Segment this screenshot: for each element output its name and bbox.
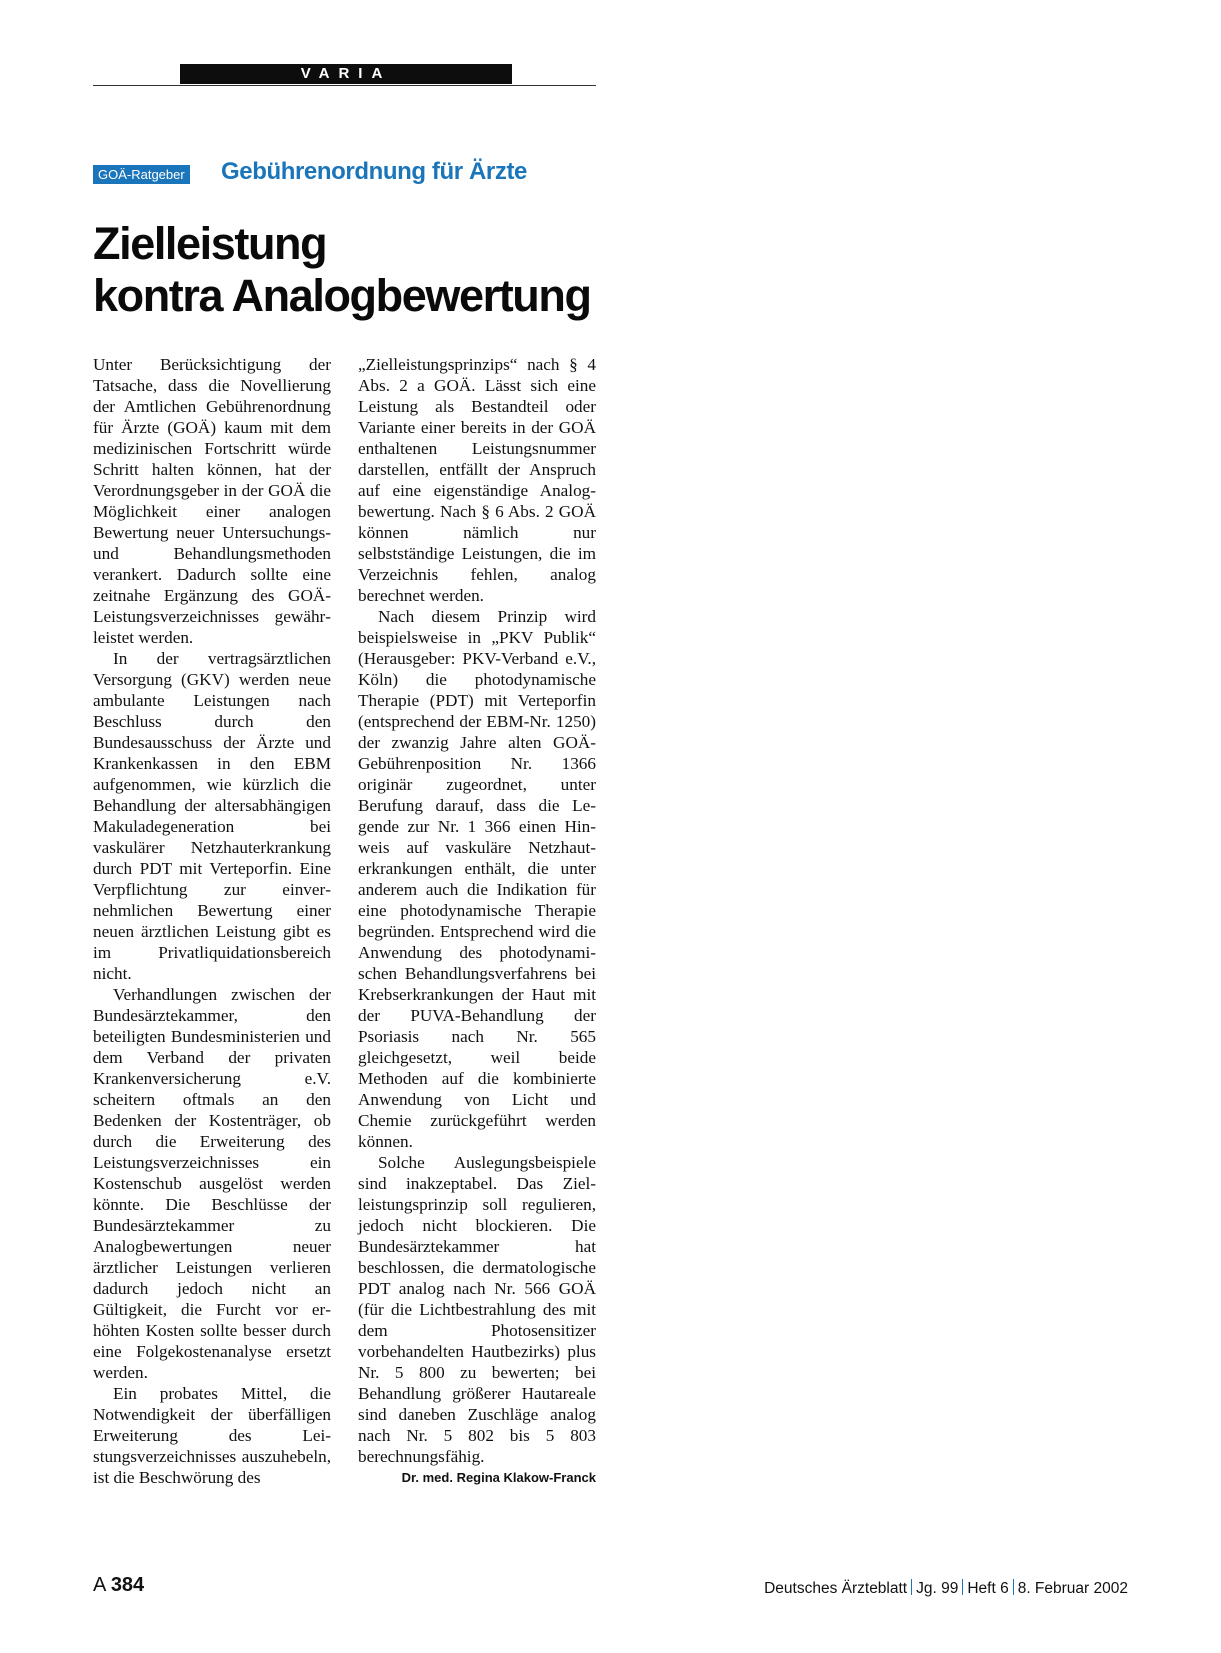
paragraph: Solche Auslegungsbeispiele sind inakzeptabel. Das Zielleistungsprinzip soll regulieren, jedoch nicht blockieren. Die Bundesärztekammer hat beschlossen, die dermatologische PDT analog nach Nr. 566 GOÄ (für die Lichtbestrahlung des mit dem Photosensitizer vorbehandelten Hautbezirks) plus Nr. 5 800 zu bewerten; bei Behandlung größerer Hautareale sind daneben Zuschläge analog nach Nr. 5 802 bis 5 803 berechnungsfähig.	[358, 1153, 596, 1466]
paragraph: Nach diesem Prinzip wird beispielsweise in „PKV Publik“ (Herausgeber: PKV-Verband e.V., Köln) die photodynamische Therapie (PDT) mit Verteporfin (entsprechend der EBM-Nr. 1250) der zwanzig Jahre alten GOÄ-Gebührenposition Nr. 1366 originär zugeordnet, unter Berufung darauf, dass die Legende zur Nr. 1 366 einen Hinweis auf vaskuläre Netzhauterkrankungen enthält, die unter anderem auch die Indikation für eine photodynamische Therapie begründen. Entsprechend wird die Anwendung des photodynamischen Behandlungsverfahrens bei Krebserkrankungen der Haut mit der PUVA-Behandlung der Psoriasis nach Nr. 565 gleichgesetzt, weil beide Methoden auf die kombinierte Anwendung von Licht und Chemie zurückgeführt werden können.	[358, 607, 596, 1151]
page-number-value: 384	[110, 1574, 145, 1596]
page-prefix: A	[93, 1574, 106, 1596]
paragraph: In der vertragsärztlichen Versorgung (GKV) werden neue ambulante Leistungen nach Beschluss durch den Bundesausschuss der Ärzte und Krankenkassen in den EBM aufgenommen, wie kürzlich die Behandlung der altersabhängigen Makuladegeneration bei vaskulärer Netzhauterkrankung durch PDT mit Verteporfin. Eine Verpflichtung zur einvernehmlichen Bewertung einer neuen ärztlichen Leistung gibt es im Privatliquidationsbereich nicht.	[93, 649, 331, 983]
text-column-2	[358, 354, 596, 1488]
header-rule	[93, 85, 596, 86]
text-column-1	[93, 354, 331, 1488]
paragraph: Verhandlungen zwischen der Bundesärztekammer, den beteiligten Bundesministerien und dem Verband der privaten Krankenversicherung e.V. scheitern oftmals an den Bedenken der Kostenträger, ob durch die Erweiterung des Leistungsverzeichnisses ein Kostenschub ausgelöst werden könnte. Die Beschlüsse der Bundesärztekammer zu Analogbewertungen neuer ärztlicher Leistungen verlieren dadurch jedoch nicht an Gültigkeit, die Furcht vor erhöhten Kosten sollte besser durch eine Folgekostenanalyse ersetzt werden.	[93, 985, 331, 1382]
paragraph: Ein probates Mittel, die Notwendigkeit der überfälligen Erweiterung des Leistungsverzeichnisses auszuhebeln, ist die Beschwörung des	[93, 1384, 331, 1487]
footer-divider	[1013, 1579, 1014, 1595]
footer-divider	[962, 1579, 963, 1595]
author-byline: Dr. med. Regina Klakow-Franck	[401, 1470, 596, 1485]
page-number	[93, 1574, 144, 1597]
journal-volume: Jg. 99	[916, 1580, 959, 1597]
article-subtitle: Gebührenordnung für Ärzte	[221, 158, 527, 185]
footer-divider	[911, 1579, 912, 1595]
headline-line-2: kontra Analogbewertung	[93, 270, 591, 321]
paragraph: Unter Berücksichtigung der Tatsache, dass die Novellierung der Amtlichen Gebührenordnung für Ärzte (GOÄ) kaum mit dem medizinischen Fortschritt würde Schritt halten können, hat der Verordnungsgeber in der GOÄ die Möglichkeit einer analogen Bewertung neuer Untersuchungs- und Behandlungsmethoden verankert. Dadurch sollte eine zeitnahe Ergänzung des GOÄ-Leistungsverzeichnisses gewährleistet werden.	[93, 355, 331, 647]
article-headline	[93, 218, 613, 322]
journal-date: 8. Februar 2002	[1017, 1580, 1128, 1597]
category-label: GOÄ-Ratgeber	[93, 165, 190, 184]
section-header: VARIA	[180, 64, 512, 84]
headline-line-1: Zielleistung	[93, 218, 327, 269]
journal-issue: Heft 6	[967, 1580, 1009, 1597]
journal-footer	[764, 1579, 1128, 1598]
journal-name: Deutsches Ärzteblatt	[764, 1580, 908, 1597]
paragraph: „Zielleistungsprinzips“ nach § 4 Abs. 2 a GOÄ. Lässt sich eine Leistung als Bestandteil oder Variante einer bereits in der GOÄ enthaltenen Leistungsnummer darstellen, entfällt der Anspruch auf eine eigenständige Analogbewertung. Nach § 6 Abs. 2 GOÄ können nämlich nur selbstständige Leistungen, die im Verzeichnis fehlen, analog berechnet werden.	[358, 355, 596, 605]
